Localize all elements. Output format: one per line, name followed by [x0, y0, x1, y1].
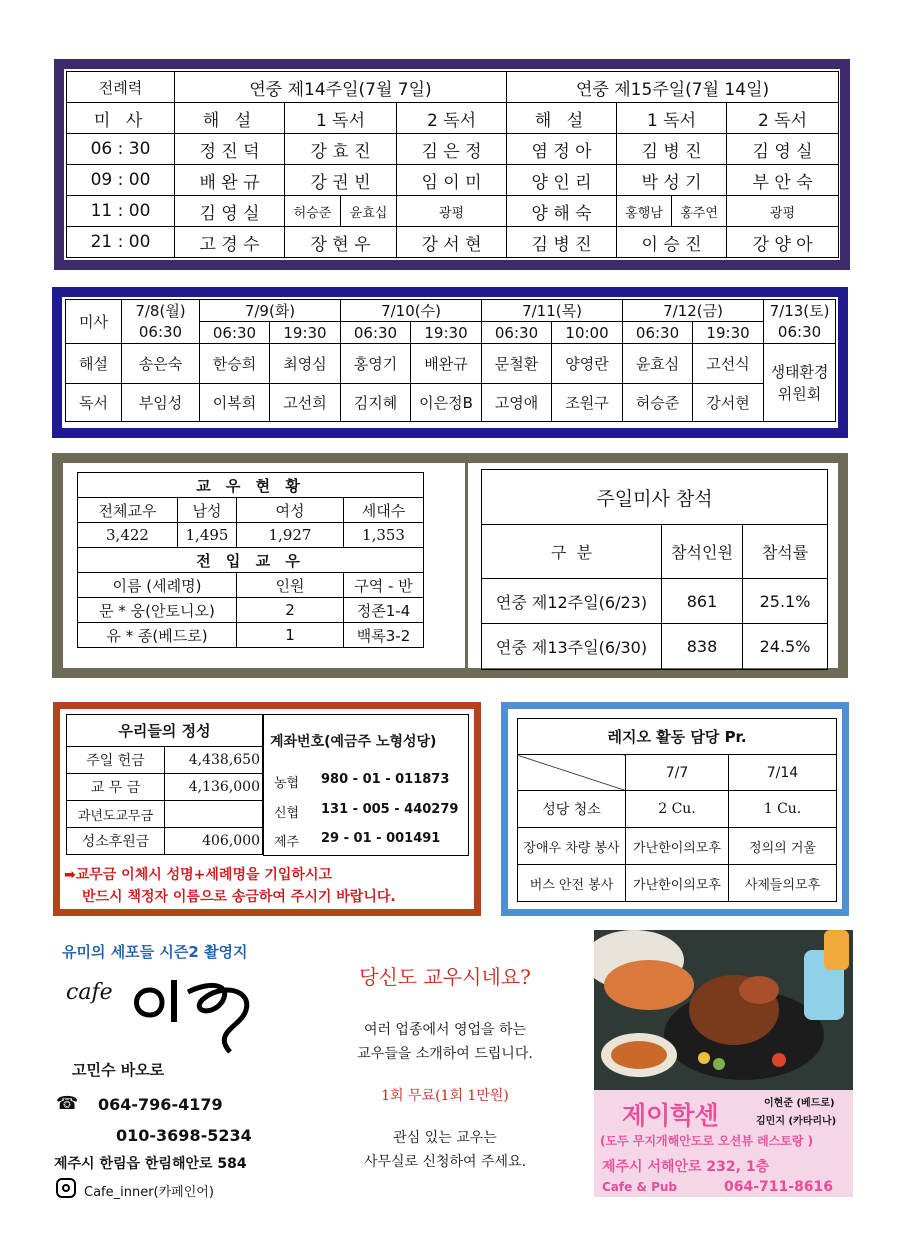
- jay-description: (도두 무지개해안도로 오션뷰 레스토랑 ): [600, 1134, 814, 1148]
- offering-amount: 4,438,650: [165, 747, 263, 774]
- roster-name: 조원구: [552, 384, 623, 422]
- roster-name: 윤효심: [623, 344, 693, 384]
- table-row: [67, 134, 839, 165]
- table-row: [67, 165, 839, 196]
- legio-task: 성당 청소: [518, 791, 626, 828]
- mass-time: 06:30: [764, 322, 836, 344]
- promo-section: [300, 935, 590, 1205]
- legio-group: 정의의 거울: [729, 828, 837, 865]
- weekday-date: 7/11(목): [482, 300, 623, 322]
- table-row: [67, 227, 839, 258]
- legio-task: 버스 안전 봉사: [518, 865, 626, 902]
- table-row: [78, 598, 424, 623]
- week14-header: 연중 제14주일(7월 7일): [175, 72, 507, 103]
- row-label-commentary: 해설: [66, 344, 122, 384]
- newcomers-title: 전 입 교 우: [78, 548, 424, 573]
- table-row: [67, 828, 263, 855]
- jay-phone: 064-711-8616: [724, 1179, 834, 1195]
- roster-name: 강 서 현: [397, 227, 507, 258]
- roster-name: 양 인 리: [507, 165, 617, 196]
- reading1-label: 1 독서: [285, 103, 397, 134]
- saturday-group: 생태환경 위원회: [764, 344, 836, 422]
- phone-icon: ☎: [56, 1093, 79, 1114]
- account-number: 29 - 01 - 001491: [321, 831, 441, 846]
- mass-time: 06:30: [200, 322, 270, 344]
- roster-name: 이은정B: [411, 384, 482, 422]
- mass-time: 09 : 00: [67, 165, 175, 196]
- legio-group: 사제들의모후: [729, 865, 837, 902]
- promo-line: 여러 업종에서 영업을 하는: [363, 1022, 527, 1038]
- commentary-label: 해 설: [175, 103, 285, 134]
- offering-amount: [165, 801, 263, 828]
- promo-title: 당신도 교우시네요?: [359, 965, 531, 989]
- legio-date: 7/14: [729, 755, 837, 791]
- offering-label: 과년도교무금: [67, 801, 165, 828]
- newcomer-district: 백록3-2: [344, 623, 424, 648]
- roster-name: 부 안 숙: [727, 165, 839, 196]
- cafe-logo: [62, 970, 282, 1060]
- roster-name: 광평: [727, 196, 839, 227]
- roster-name: 정 진 덕: [175, 134, 285, 165]
- roster-name: 임 이 미: [397, 165, 507, 196]
- newcomer-header: 구역 - 반: [344, 573, 424, 598]
- account-title: 계좌번호(예금주 노형성당): [270, 734, 437, 750]
- attendance-table: [481, 469, 828, 670]
- newcomer-count: 1: [237, 623, 344, 648]
- parish-header: 여성: [237, 498, 344, 523]
- promo-line: 관심 있는 교우는: [393, 1130, 497, 1146]
- row-label-mass: 미사: [66, 300, 122, 344]
- legio-group: 가난한이의모후: [626, 828, 729, 865]
- legio-group: 가난한이의모후: [626, 865, 729, 902]
- attendance-count: 861: [662, 579, 743, 624]
- cafe-instagram: Cafe_inner(카페인어): [84, 1185, 214, 1200]
- offerings-table: [66, 714, 263, 855]
- offerings-frame: [53, 702, 481, 916]
- cafe-phone1: 064-796-4179: [98, 1095, 223, 1114]
- attendance-count: 838: [662, 624, 743, 670]
- promo-price: 1회 무료(1회 1만원): [381, 1088, 509, 1104]
- legio-table: [517, 718, 837, 902]
- roster-name: 이 승 진: [617, 227, 727, 258]
- parish-header: 세대수: [344, 498, 424, 523]
- table-row: [67, 747, 263, 774]
- bank-name: 농협: [274, 776, 300, 791]
- mass-time: 06:30: [623, 322, 693, 344]
- attendance-rate: 25.1%: [743, 579, 828, 624]
- sunday-roster-frame: [54, 59, 850, 270]
- roster-name: 최영심: [270, 344, 341, 384]
- mass-time: 06 : 30: [67, 134, 175, 165]
- roster-name: 송은숙: [122, 344, 200, 384]
- weekday-roster-table: [65, 299, 836, 422]
- roster-name: 문철환: [482, 344, 552, 384]
- account-number: 980 - 01 - 011873: [321, 772, 450, 787]
- legio-task: 장애우 차량 봉사: [518, 828, 626, 865]
- roster-name: 배 완 규: [175, 165, 285, 196]
- mass-time: 19:30: [411, 322, 482, 344]
- cafe-logo-mark: [62, 970, 282, 1060]
- offering-amount: 4,136,000: [165, 774, 263, 801]
- attendance-week: 연중 제12주일(6/23): [482, 579, 662, 624]
- roster-name: 김 은 정: [397, 134, 507, 165]
- parish-header: 남성: [178, 498, 237, 523]
- roster-name: 박 성 기: [617, 165, 727, 196]
- weekday-date: 7/10(수): [341, 300, 482, 322]
- cafe-phone2: 010-3698-5234: [116, 1126, 252, 1145]
- promo-line: 사무실로 신청하여 주세요.: [363, 1154, 527, 1170]
- roster-name: 배완규: [411, 344, 482, 384]
- offering-label: 성소후원금: [67, 828, 165, 855]
- newcomer-header: 인원: [237, 573, 344, 598]
- roster-name: 고 경 수: [175, 227, 285, 258]
- weekday-roster-frame: [52, 287, 848, 438]
- roster-name: 광평: [397, 196, 507, 227]
- attendance-header: 참석률: [743, 525, 828, 579]
- offering-label: 주일 헌금: [67, 747, 165, 774]
- mass-time: 21 : 00: [67, 227, 175, 258]
- jay-address: 제주시 서해안로 232, 1층: [602, 1159, 770, 1175]
- liturgical-header: 전례력: [67, 72, 175, 103]
- account-number: 131 - 005 - 440279: [321, 802, 459, 817]
- parish-status-table: [77, 472, 424, 648]
- cafe-tagline: 유미의 세포들 시즌2 촬영지: [62, 943, 248, 961]
- table-row: [67, 774, 263, 801]
- roster-name: 강 권 빈: [285, 165, 397, 196]
- legio-group: 2 Cu.: [626, 791, 729, 828]
- attendance-rate: 24.5%: [743, 624, 828, 670]
- food-photo: [594, 930, 853, 1090]
- bank-name: 제주: [274, 835, 300, 850]
- legio-frame: [501, 702, 849, 916]
- roster-name: 윤효십: [341, 196, 397, 227]
- roster-name: 염 정 아: [507, 134, 617, 165]
- roster-name: 양영란: [552, 344, 623, 384]
- newcomer-header: 이름 (세례명): [78, 573, 237, 598]
- weekday-date: 7/13(토): [764, 300, 836, 322]
- roster-name: 김 영 실: [175, 196, 285, 227]
- offering-amount: 406,000: [165, 828, 263, 855]
- mass-label: 미 사: [67, 103, 175, 134]
- roster-name: 강 양 아: [727, 227, 839, 258]
- attendance-header: 구 분: [482, 525, 662, 579]
- mass-time: 06:30: [341, 322, 411, 344]
- cafe-owner: 고민수 바오로: [72, 1061, 165, 1079]
- mass-time: 19:30: [270, 322, 341, 344]
- sunday-roster-table: [66, 71, 839, 258]
- weekday-date: 7/12(금): [623, 300, 764, 322]
- roster-name: 홍주연: [672, 196, 727, 227]
- mass-time: 10:00: [552, 322, 623, 344]
- roster-name: 김 병 진: [507, 227, 617, 258]
- legio-corner: [518, 755, 626, 791]
- roster-name: 강서현: [693, 384, 764, 422]
- roster-name: 고선식: [693, 344, 764, 384]
- parish-value: 1,353: [344, 523, 424, 548]
- roster-name: 허승준: [623, 384, 693, 422]
- mass-time: 11 : 00: [67, 196, 175, 227]
- roster-name: 강 효 진: [285, 134, 397, 165]
- parish-value: 3,422: [78, 523, 178, 548]
- roster-name: 고영애: [482, 384, 552, 422]
- roster-name: 장 현 우: [285, 227, 397, 258]
- reading2-label: 2 독서: [397, 103, 507, 134]
- newcomer-count: 2: [237, 598, 344, 623]
- cafe-address: 제주시 한림읍 한림해안로 584: [54, 1156, 247, 1172]
- mass-time: 06:30: [482, 322, 552, 344]
- table-row: [482, 624, 828, 670]
- newcomer-district: 정존1-4: [344, 598, 424, 623]
- attendance-header: 참석인원: [662, 525, 743, 579]
- table-row: [518, 865, 837, 902]
- account-box: [263, 714, 469, 856]
- instagram-icon: [56, 1178, 76, 1198]
- roster-name: 김 영 실: [727, 134, 839, 165]
- jay-type: Cafe & Pub: [602, 1180, 678, 1194]
- jay-ad: [594, 930, 853, 1197]
- table-row: [518, 828, 837, 865]
- attendance-week: 연중 제13주일(6/30): [482, 624, 662, 670]
- roster-name: 허승준: [285, 196, 341, 227]
- jay-owner: 이현준 (베드로): [764, 1098, 835, 1109]
- weekday-date: 7/8(월): [122, 300, 200, 322]
- bank-name: 신협: [274, 806, 300, 821]
- promo-line: 교우들을 소개하여 드립니다.: [357, 1046, 533, 1062]
- table-row: [67, 801, 263, 828]
- offering-label: 교 무 금: [67, 774, 165, 801]
- offering-note-line1: ➡교무금 이체시 성명+세례명을 기입하시고: [64, 867, 332, 883]
- legio-date: 7/7: [626, 755, 729, 791]
- row-label-reading: 독서: [66, 384, 122, 422]
- roster-name: 홍영기: [341, 344, 411, 384]
- cafe-ad: [50, 935, 300, 1205]
- attendance-title: 주일미사 참석: [482, 470, 828, 525]
- week15-header: 연중 제15주일(7월 14일): [507, 72, 839, 103]
- weekday-date: 7/9(화): [200, 300, 341, 322]
- roster-name: 홍행남: [617, 196, 672, 227]
- mass-time: 19:30: [693, 322, 764, 344]
- roster-name: 부임성: [122, 384, 200, 422]
- parish-header: 전체교우: [78, 498, 178, 523]
- table-row: [67, 196, 839, 227]
- roster-name: 한승희: [200, 344, 270, 384]
- roster-name: 양 해 숙: [507, 196, 617, 227]
- roster-name: 고선희: [270, 384, 341, 422]
- parish-status-title: 교 우 현 황: [78, 473, 424, 498]
- roster-name: 이복희: [200, 384, 270, 422]
- table-row: [518, 791, 837, 828]
- roster-name: 김 병 진: [617, 134, 727, 165]
- mass-time: 06:30: [122, 322, 200, 344]
- roster-name: 김지혜: [341, 384, 411, 422]
- newcomer-name: 유 * 종(베드로): [78, 623, 237, 648]
- parish-value: 1,495: [178, 523, 237, 548]
- jay-name: 제이학센: [622, 1101, 719, 1130]
- reading2-label: 2 독서: [727, 103, 839, 134]
- table-row: [482, 579, 828, 624]
- offering-note-line2: 반드시 책정자 이름으로 송금하여 주시기 바랍니다.: [82, 889, 396, 905]
- newcomer-name: 문 * 웅(안토니오): [78, 598, 237, 623]
- parish-value: 1,927: [237, 523, 344, 548]
- legio-title: 레지오 활동 담당 Pr.: [518, 719, 837, 755]
- stats-frame: [52, 453, 848, 678]
- offerings-title: 우리들의 정성: [67, 715, 263, 747]
- table-row: [78, 623, 424, 648]
- commentary-label: 해 설: [507, 103, 617, 134]
- legio-group: 1 Cu.: [729, 791, 837, 828]
- cafe-logo-text: cafe: [66, 980, 113, 1005]
- jay-owner: 김민지 (카타리나): [756, 1116, 837, 1127]
- reading1-label: 1 독서: [617, 103, 727, 134]
